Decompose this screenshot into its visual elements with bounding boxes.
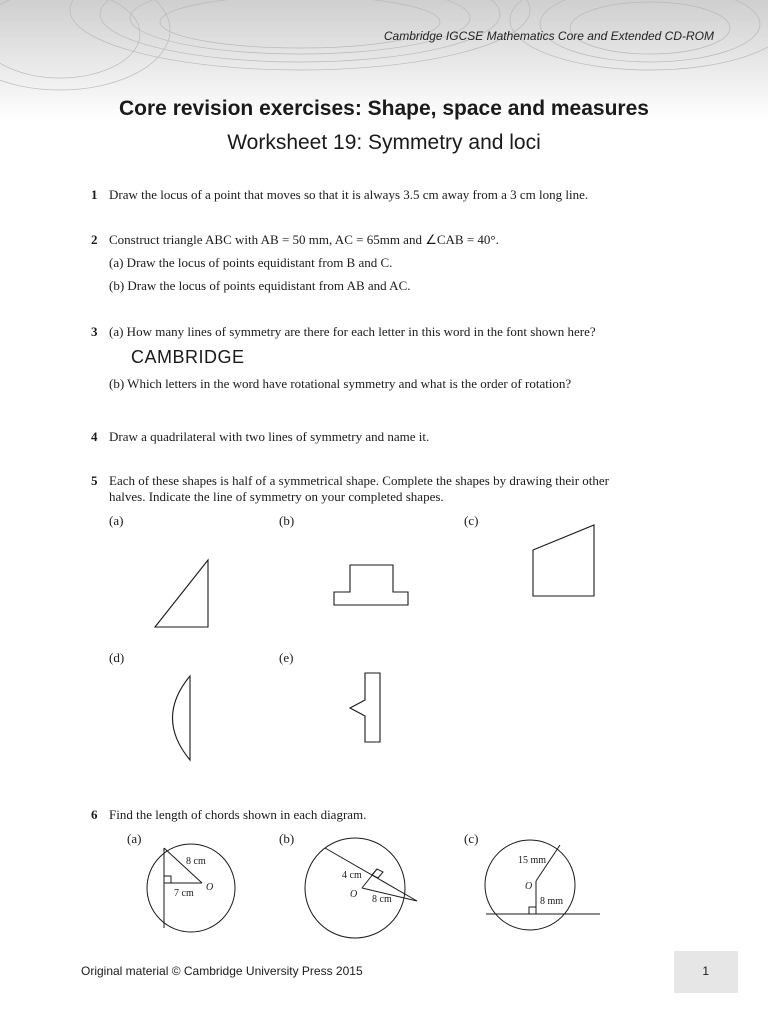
question-number: 3 <box>91 324 98 339</box>
part-label: (c) <box>464 513 479 528</box>
half-trapezium-shape <box>533 525 594 596</box>
chord-diagram-a <box>140 838 240 938</box>
page-number: 1 <box>702 964 709 978</box>
question-text: Find the length of chords shown in each diagram. <box>109 807 367 822</box>
chord-diagram-c <box>478 838 588 938</box>
question-text: halves. Indicate the line of symmetry on your completed shapes. <box>109 489 444 504</box>
part-label: (a) <box>127 831 142 846</box>
chord-diagram-b <box>300 838 410 938</box>
half-stepped-shape <box>334 565 408 605</box>
part-label: (e) <box>279 650 294 665</box>
question-text: Draw a quadrilateral with two lines of symmetry and name it. <box>109 429 430 444</box>
page-number-box <box>674 951 738 993</box>
base-label: 7 cm <box>174 888 194 899</box>
question-part: (b) Draw the locus of points equidistant from AB and AC. <box>109 278 411 293</box>
perp-label: 8 mm <box>540 896 564 907</box>
centre-label: O <box>525 881 533 892</box>
centre-label: O <box>350 889 358 900</box>
question-part: (a) How many lines of symmetry are there for each letter in this word in the font shown here? <box>109 324 596 339</box>
question-text: Construct triangle ABC with AB = 50 mm, AC = 65mm and ∠CAB = 40°. <box>109 232 499 247</box>
hyp-label: 8 cm <box>186 856 206 867</box>
question-number: 2 <box>91 232 98 247</box>
radius-label: 15 mm <box>518 855 547 866</box>
part-label: (a) <box>109 513 124 528</box>
footer-copyright: Original material © Cambridge University Press 2015 <box>81 964 363 978</box>
centre-label: O <box>206 882 214 893</box>
question-number: 6 <box>91 807 98 822</box>
part-label: (d) <box>109 650 125 665</box>
question-number: 4 <box>91 429 98 444</box>
part-label: (b) <box>279 831 295 846</box>
question-part: (a) Draw the locus of points equidistant from B and C. <box>109 255 393 270</box>
question-text: Draw the locus of a point that moves so that it is always 3.5 cm away from a 3 cm long line. <box>109 187 589 202</box>
question-number: 1 <box>91 187 98 202</box>
half-triangle-shape <box>155 560 208 627</box>
part-label: (b) <box>279 513 295 528</box>
page-title: Core revision exercises: Shape, space and measures <box>119 97 649 120</box>
half-segment-shape <box>173 676 191 760</box>
question-number: 5 <box>91 473 98 488</box>
part-label: (c) <box>464 831 479 846</box>
half-notched-shape <box>350 673 380 742</box>
question-text: Each of these shapes is half of a symmetrical shape. Complete the shapes by drawing their other <box>109 473 609 488</box>
question-part: (b) Which letters in the word have rotational symmetry and what is the order of rotation? <box>109 376 572 391</box>
radius-label: 8 cm <box>372 894 392 905</box>
perp-label: 4 cm <box>342 870 362 881</box>
header-source: Cambridge IGCSE Mathematics Core and Extended CD-ROM <box>383 29 714 43</box>
cambridge-word: CAMBRIDGE <box>131 347 245 367</box>
worksheet-title: Worksheet 19: Symmetry and loci <box>227 131 541 154</box>
